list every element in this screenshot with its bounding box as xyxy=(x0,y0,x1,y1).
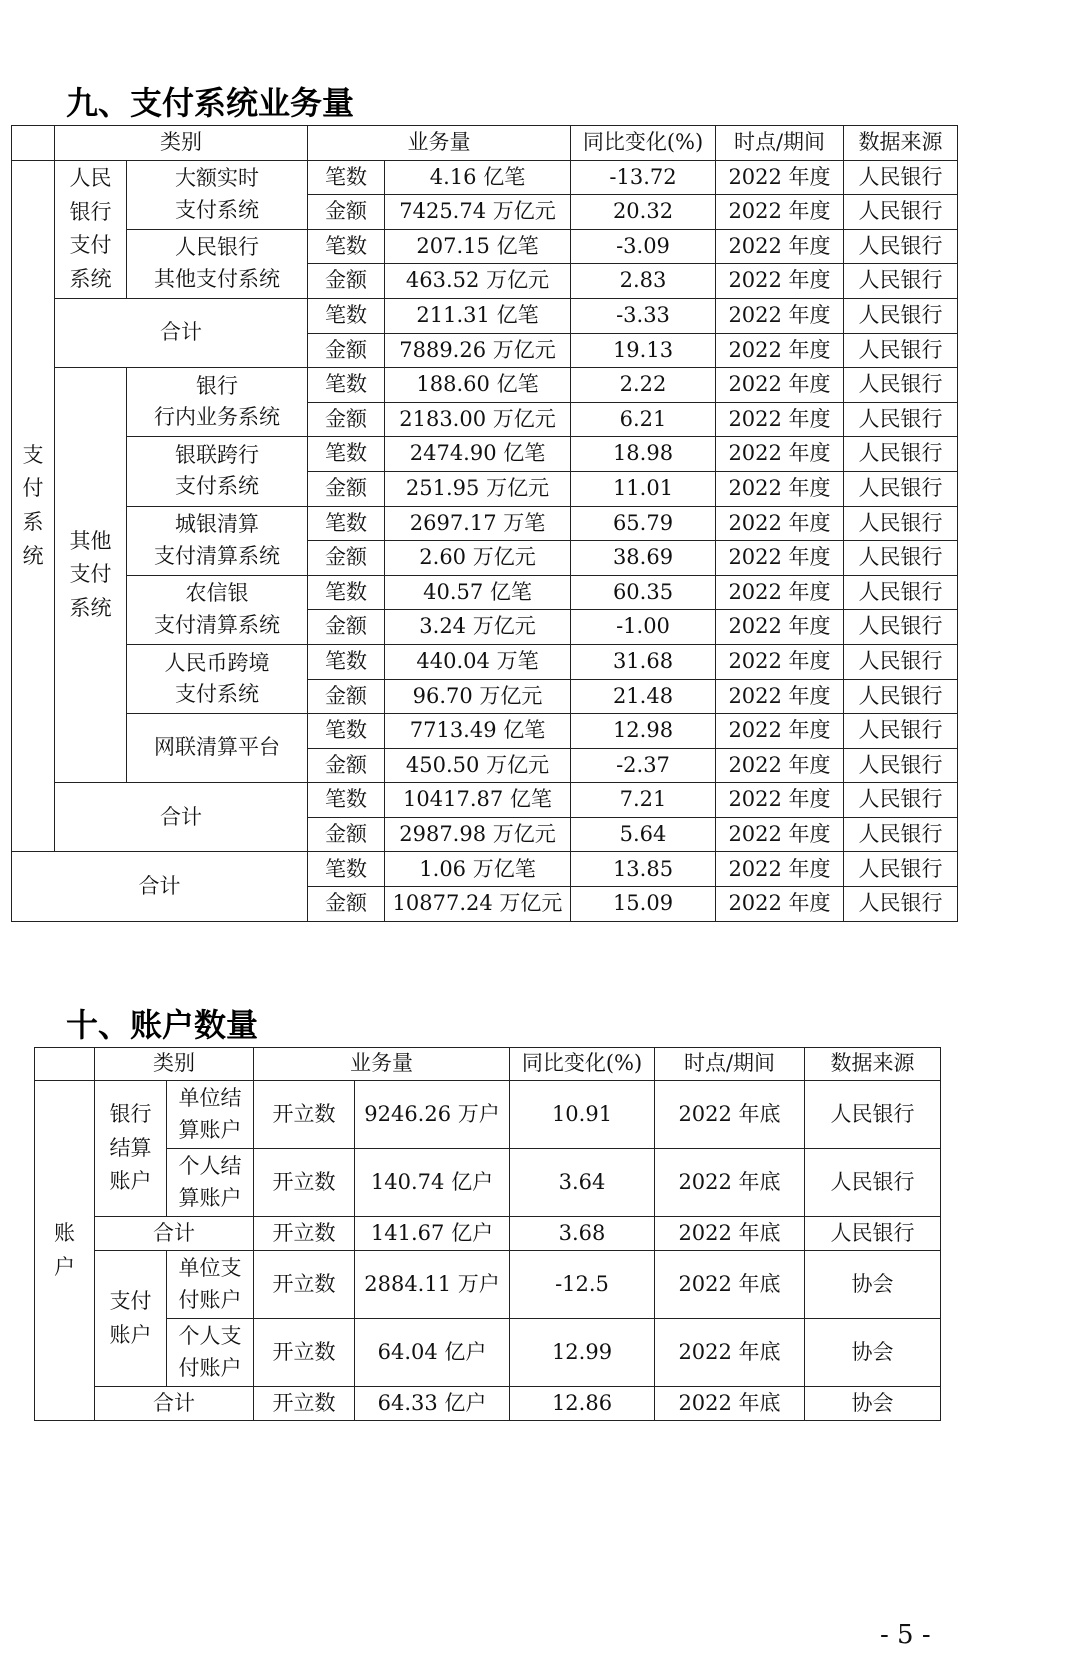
table-row-period: 2022 年度 xyxy=(716,368,844,403)
table-row-period: 2022 年度 xyxy=(716,644,844,679)
table-row-source: 人民银行 xyxy=(844,229,958,264)
table-row-source: 人民银行 xyxy=(844,368,958,403)
payment-systems-table xyxy=(11,125,958,922)
table-row-period: 2022 年度 xyxy=(716,229,844,264)
table-row-yoy: 38.69 xyxy=(571,541,716,576)
system-name: 网联清算平台 xyxy=(127,714,308,783)
table-row-yoy: 21.48 xyxy=(571,679,716,714)
account-row-metric: 开立数 xyxy=(254,1251,355,1319)
system-name: 农信银 支付清算系统 xyxy=(127,575,308,644)
account-total-row-yoy: 3.68 xyxy=(510,1217,655,1251)
header-source: 数据来源 xyxy=(805,1048,941,1081)
table-row-source: 人民银行 xyxy=(844,195,958,230)
table-row-source: 人民银行 xyxy=(844,748,958,783)
grand-total-row-metric: 金额 xyxy=(308,887,385,922)
table-row-source: 人民银行 xyxy=(844,610,958,645)
account-row-source: 协会 xyxy=(805,1251,941,1319)
account-row-yoy: 3.64 xyxy=(510,1149,655,1217)
table-row-metric: 金额 xyxy=(308,402,385,437)
table-row-source: 人民银行 xyxy=(844,437,958,472)
table-row-metric: 笔数 xyxy=(308,644,385,679)
table-row-period: 2022 年度 xyxy=(716,575,844,610)
table-row-metric: 金额 xyxy=(308,748,385,783)
account-row-period: 2022 年底 xyxy=(655,1319,805,1387)
table-row-period: 2022 年度 xyxy=(716,610,844,645)
account-type-name: 单位结 算账户 xyxy=(167,1081,254,1149)
other-total-row-metric: 金额 xyxy=(308,817,385,852)
table-row-yoy: 11.01 xyxy=(571,471,716,506)
header-source: 数据来源 xyxy=(844,126,958,161)
header-category: 类别 xyxy=(95,1048,254,1081)
table-row-value: 2697.17 万笔 xyxy=(385,506,571,541)
other-total-row-period: 2022 年度 xyxy=(716,783,844,818)
other-total-row-source: 人民银行 xyxy=(844,783,958,818)
pboc-total-row-yoy: 19.13 xyxy=(571,333,716,368)
table-row-metric: 笔数 xyxy=(308,368,385,403)
table-row-metric: 笔数 xyxy=(308,160,385,195)
table-row-period: 2022 年度 xyxy=(716,402,844,437)
table-row-metric: 金额 xyxy=(308,471,385,506)
table-row-metric: 笔数 xyxy=(308,506,385,541)
table-row-period: 2022 年度 xyxy=(716,160,844,195)
table-row-value: 2.60 万亿元 xyxy=(385,541,571,576)
table-row-metric: 金额 xyxy=(308,195,385,230)
table-row-source: 人民银行 xyxy=(844,541,958,576)
table-row-value: 7425.74 万亿元 xyxy=(385,195,571,230)
table-row-yoy: 2.83 xyxy=(571,264,716,299)
account-total-row-metric: 开立数 xyxy=(254,1387,355,1421)
table-row-yoy: -13.72 xyxy=(571,160,716,195)
other-system-label: 其他 支付 系统 xyxy=(55,368,127,783)
accounts-table xyxy=(34,1047,941,1421)
table-row-value: 440.04 万笔 xyxy=(385,644,571,679)
account-type-name: 个人支 付账户 xyxy=(167,1319,254,1387)
table-row-value: 188.60 亿笔 xyxy=(385,368,571,403)
other-total-row-period: 2022 年度 xyxy=(716,817,844,852)
table-row-value: 463.52 万亿元 xyxy=(385,264,571,299)
pboc-total-row-metric: 金额 xyxy=(308,333,385,368)
section-title-accounts: 十、账户数量 xyxy=(66,1006,259,1044)
table-row-source: 人民银行 xyxy=(844,471,958,506)
grand-total-row-source: 人民银行 xyxy=(844,852,958,887)
other-total-row-yoy: 7.21 xyxy=(571,783,716,818)
table-row-value: 251.95 万亿元 xyxy=(385,471,571,506)
account-group-label: 支付 账户 xyxy=(95,1251,167,1387)
other-total-label: 合计 xyxy=(55,783,308,852)
table-row-value: 450.50 万亿元 xyxy=(385,748,571,783)
table-row-source: 人民银行 xyxy=(844,402,958,437)
table-row-value: 2183.00 万亿元 xyxy=(385,402,571,437)
pboc-total-row-period: 2022 年度 xyxy=(716,298,844,333)
table-row-yoy: 18.98 xyxy=(571,437,716,472)
account-row-yoy: 10.91 xyxy=(510,1081,655,1149)
account-row-value: 140.74 亿户 xyxy=(355,1149,510,1217)
account-row-yoy: 12.99 xyxy=(510,1319,655,1387)
header-category: 类别 xyxy=(55,126,308,161)
table-row-period: 2022 年度 xyxy=(716,195,844,230)
table-row-yoy: 65.79 xyxy=(571,506,716,541)
account-row-source: 人民银行 xyxy=(805,1149,941,1217)
other-total-row-metric: 笔数 xyxy=(308,783,385,818)
table-row-period: 2022 年度 xyxy=(716,506,844,541)
table-row-value: 207.15 亿笔 xyxy=(385,229,571,264)
account-row-value: 2884.11 万户 xyxy=(355,1251,510,1319)
account-type-name: 单位支 付账户 xyxy=(167,1251,254,1319)
table-row-value: 96.70 万亿元 xyxy=(385,679,571,714)
account-total-row-source: 协会 xyxy=(805,1387,941,1421)
grand-total-row-value: 10877.24 万亿元 xyxy=(385,887,571,922)
account-total-row-source: 人民银行 xyxy=(805,1217,941,1251)
account-row-source: 协会 xyxy=(805,1319,941,1387)
header-yoy: 同比变化(%) xyxy=(510,1048,655,1081)
table-row-metric: 金额 xyxy=(308,610,385,645)
account-row-metric: 开立数 xyxy=(254,1081,355,1149)
pboc-total-row-metric: 笔数 xyxy=(308,298,385,333)
other-total-row-value: 2987.98 万亿元 xyxy=(385,817,571,852)
table-row-source: 人民银行 xyxy=(844,264,958,299)
table-row-source: 人民银行 xyxy=(844,644,958,679)
grand-total-row-period: 2022 年度 xyxy=(716,887,844,922)
grand-total-row-source: 人民银行 xyxy=(844,887,958,922)
account-total-row-metric: 开立数 xyxy=(254,1217,355,1251)
table-row-yoy: -2.37 xyxy=(571,748,716,783)
table-row-metric: 笔数 xyxy=(308,437,385,472)
table-row-yoy: 6.21 xyxy=(571,402,716,437)
account-row-value: 9246.26 万户 xyxy=(355,1081,510,1149)
payment-system-label: 支 付 系 统 xyxy=(12,160,55,852)
table-row-period: 2022 年度 xyxy=(716,437,844,472)
account-group-label: 银行 结算 账户 xyxy=(95,1081,167,1217)
table-row-yoy: 12.98 xyxy=(571,714,716,749)
pboc-total-row-value: 7889.26 万亿元 xyxy=(385,333,571,368)
grand-total-row-value: 1.06 万亿笔 xyxy=(385,852,571,887)
table-row-period: 2022 年度 xyxy=(716,264,844,299)
table-row-source: 人民银行 xyxy=(844,160,958,195)
pboc-total-row-source: 人民银行 xyxy=(844,298,958,333)
table-row-period: 2022 年度 xyxy=(716,714,844,749)
table-row-value: 40.57 亿笔 xyxy=(385,575,571,610)
pboc-total-row-yoy: -3.33 xyxy=(571,298,716,333)
other-total-row-yoy: 5.64 xyxy=(571,817,716,852)
section-title-payment-systems: 九、支付系统业务量 xyxy=(66,84,355,122)
account-total-label: 合计 xyxy=(95,1217,254,1251)
account-type-name: 个人结 算账户 xyxy=(167,1149,254,1217)
table-row-yoy: -3.09 xyxy=(571,229,716,264)
account-row-value: 64.04 亿户 xyxy=(355,1319,510,1387)
system-name: 人民币跨境 支付系统 xyxy=(127,644,308,713)
account-row-period: 2022 年底 xyxy=(655,1251,805,1319)
grand-total-row-period: 2022 年度 xyxy=(716,852,844,887)
account-row-metric: 开立数 xyxy=(254,1149,355,1217)
other-total-row-value: 10417.87 亿笔 xyxy=(385,783,571,818)
table-row-value: 4.16 亿笔 xyxy=(385,160,571,195)
table-row-value: 7713.49 亿笔 xyxy=(385,714,571,749)
header-spacer xyxy=(35,1048,95,1081)
table-row-yoy: -1.00 xyxy=(571,610,716,645)
account-total-row-value: 141.67 亿户 xyxy=(355,1217,510,1251)
table-row-metric: 笔数 xyxy=(308,714,385,749)
system-name: 城银清算 支付清算系统 xyxy=(127,506,308,575)
account-total-row-period: 2022 年底 xyxy=(655,1217,805,1251)
grand-total-row-metric: 笔数 xyxy=(308,852,385,887)
table-row-metric: 金额 xyxy=(308,264,385,299)
account-row-period: 2022 年底 xyxy=(655,1149,805,1217)
table-row-period: 2022 年度 xyxy=(716,541,844,576)
table-row-yoy: 2.22 xyxy=(571,368,716,403)
account-total-row-value: 64.33 亿户 xyxy=(355,1387,510,1421)
account-label: 账 户 xyxy=(35,1081,95,1421)
table-row-metric: 金额 xyxy=(308,679,385,714)
pboc-total-row-period: 2022 年度 xyxy=(716,333,844,368)
system-name: 银联跨行 支付系统 xyxy=(127,437,308,506)
pboc-total-row-source: 人民银行 xyxy=(844,333,958,368)
account-row-metric: 开立数 xyxy=(254,1319,355,1387)
table-row-source: 人民银行 xyxy=(844,575,958,610)
table-row-period: 2022 年度 xyxy=(716,748,844,783)
account-total-row-yoy: 12.86 xyxy=(510,1387,655,1421)
header-volume: 业务量 xyxy=(254,1048,510,1081)
system-name: 大额实时 支付系统 xyxy=(127,160,308,229)
table-row-metric: 金额 xyxy=(308,541,385,576)
table-row-period: 2022 年度 xyxy=(716,471,844,506)
table-row-metric: 笔数 xyxy=(308,575,385,610)
table-row-source: 人民银行 xyxy=(844,714,958,749)
table-row-value: 2474.90 亿笔 xyxy=(385,437,571,472)
pboc-total-label: 合计 xyxy=(55,298,308,367)
grand-total-row-yoy: 13.85 xyxy=(571,852,716,887)
grand-total-label: 合计 xyxy=(12,852,308,921)
table-row-metric: 笔数 xyxy=(308,229,385,264)
account-total-row-period: 2022 年底 xyxy=(655,1387,805,1421)
account-row-period: 2022 年底 xyxy=(655,1081,805,1149)
table-row-period: 2022 年度 xyxy=(716,679,844,714)
header-yoy: 同比变化(%) xyxy=(571,126,716,161)
pboc-system-label: 人民 银行 支付 系统 xyxy=(55,160,127,298)
account-row-yoy: -12.5 xyxy=(510,1251,655,1319)
header-spacer xyxy=(12,126,55,161)
grand-total-row-yoy: 15.09 xyxy=(571,887,716,922)
header-volume: 业务量 xyxy=(308,126,571,161)
table-row-source: 人民银行 xyxy=(844,679,958,714)
page-number: - 5 - xyxy=(880,1620,931,1650)
table-row-value: 3.24 万亿元 xyxy=(385,610,571,645)
table-row-yoy: 31.68 xyxy=(571,644,716,679)
header-period: 时点/期间 xyxy=(716,126,844,161)
pboc-total-row-value: 211.31 亿笔 xyxy=(385,298,571,333)
account-total-label: 合计 xyxy=(95,1387,254,1421)
system-name: 人民银行 其他支付系统 xyxy=(127,229,308,298)
other-total-row-source: 人民银行 xyxy=(844,817,958,852)
account-row-source: 人民银行 xyxy=(805,1081,941,1149)
header-period: 时点/期间 xyxy=(655,1048,805,1081)
system-name: 银行 行内业务系统 xyxy=(127,368,308,437)
table-row-yoy: 60.35 xyxy=(571,575,716,610)
table-row-source: 人民银行 xyxy=(844,506,958,541)
table-row-yoy: 20.32 xyxy=(571,195,716,230)
